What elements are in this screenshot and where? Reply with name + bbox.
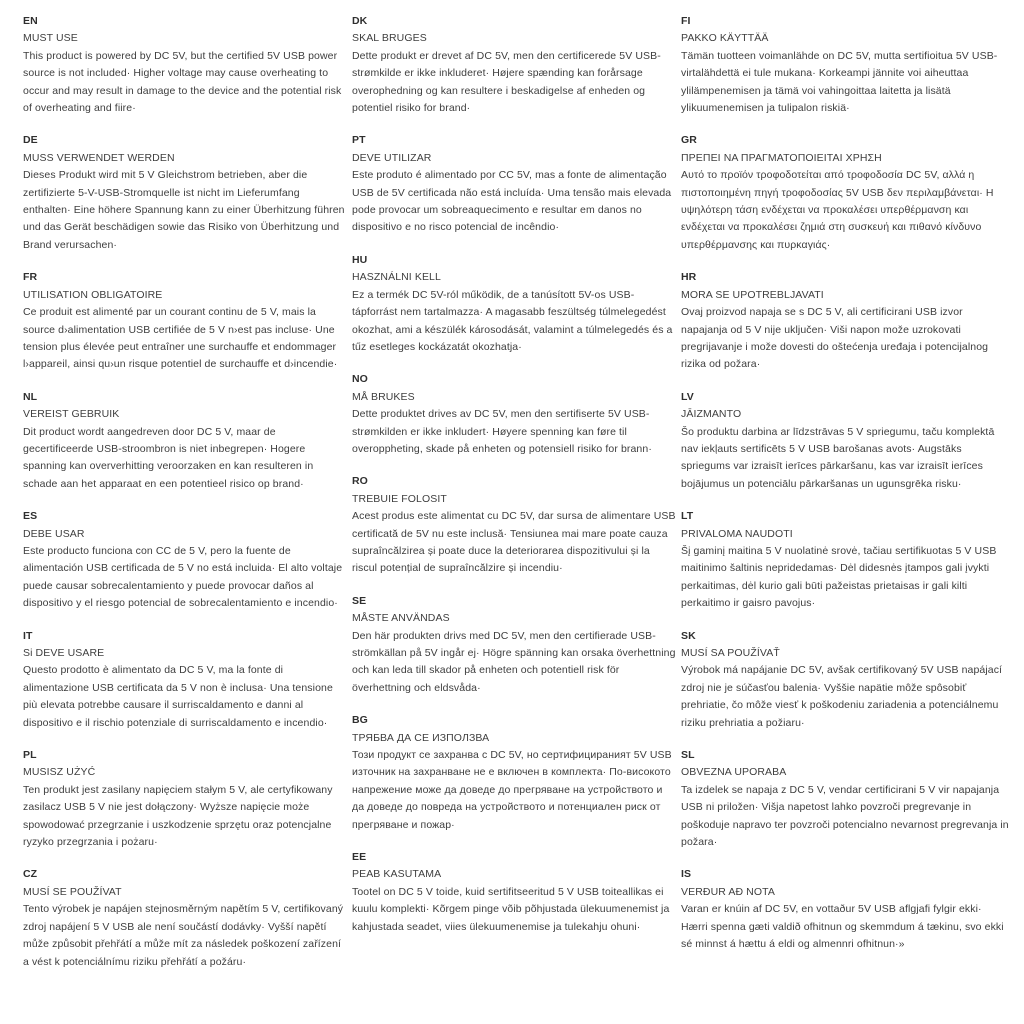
column-3: [681, 13, 1011, 986]
language-code: CZ: [23, 868, 38, 881]
warning-heading: ТРЯБВА ДА СЕ ИЗПОЛЗВА: [352, 731, 490, 744]
language-code: GR: [681, 134, 697, 147]
warning-text: Tootel on DC 5 V toide, kuid sertifitseeritud 5 V USB toiteallikas ei kuulu komplekti· Kõrgem pinge võib põhjustada ülekuumenemist ja kahjustada seadet, viies ülekuumenemise ja tulekahju ohuni·: [352, 885, 670, 933]
warning-heading: TREBUIE FOLOSIT: [352, 492, 447, 505]
language-code: NL: [23, 390, 38, 403]
warning-heading: OBVEZNA UPORABA: [681, 766, 787, 779]
block-en: [23, 13, 347, 117]
warning-text: Este producto funciona con CC de 5 V, pero la fuente de alimentación USB certificada de 5 V no está incluida· El alto voltaje puede causar sobrecalentamiento y puede provocar daños al dispositivo y el riesgo potencial de sobrecalentamiento e incendio·: [23, 544, 343, 610]
warning-text: Šo produktu darbina ar līdzstrāvas 5 V spriegumu, taču komplektā nav iekļauts sertificēts 5 V USB barošanas avots· Augstāks spriegums var izraisīt ierīces pārkaršanu, kas var izraisīt ierīces bojājumus un potenciālu pārkaršanas un ugunsgrēka risku·: [681, 425, 995, 490]
warning-text: Ta izdelek se napaja z DC 5 V, vendar certificirani 5 V vir napajanja USB ni priložen· Višja napetost lahko povzroči pregrevanje in poškoduje napravo ter povzroči potencialno nevarnost pregrevanja in požara·: [681, 783, 1009, 849]
block-cz: [23, 866, 347, 970]
language-code: RO: [352, 475, 368, 488]
warning-heading: VEREIST GEBRUIK: [23, 408, 120, 421]
warning-heading: MUST USE: [23, 32, 78, 45]
block-lv: [681, 389, 1011, 493]
block-pl: [23, 747, 347, 851]
warning-text: Tämän tuotteen voimanlähde on DC 5V, mutta sertifioitua 5V USB-virtalähdettä ei tule mukana· Korkeampi jännite voi aiheuttaa ylilämpenemisen ja tämä voi vahingoittaa laitetta ja lisätä ylikuumenemisen ja tulipalon riskiä·: [681, 49, 998, 115]
language-code: FR: [23, 271, 38, 284]
block-ee: [352, 849, 676, 936]
warning-heading: MUSÍ SE POUŽÍVAT: [23, 885, 122, 898]
warning-text: Questo prodotto è alimentato da DC 5 V, ma la fonte di alimentazione USB certificata da 5 V non è inclusa· Una tensione più elevata potrebbe causare il surriscaldamento e danni al dispositivo e il rischio potenziale di surriscaldamento e incendio·: [23, 664, 333, 729]
language-code: BG: [352, 714, 368, 727]
block-sl: [681, 747, 1011, 851]
language-code: EN: [23, 15, 38, 27]
block-it: [23, 628, 347, 732]
warning-text: Ten produkt jest zasilany napięciem stałym 5 V, ale certyfikowany zasilacz USB 5 V nie jest dołączony· Wyższe napięcie może spowodować przegrzanie i uszkodzenie sprzętu oraz potencjalne ryzyko przegrzania i pożaru·: [23, 783, 333, 849]
column-2: [352, 13, 676, 986]
block-se: [352, 593, 676, 697]
warning-heading: MORA SE UPOTREBLJAVATI: [681, 288, 824, 301]
warning-heading: MUSÍ SA POUŽÍVAŤ: [681, 647, 780, 659]
language-code: NO: [352, 373, 368, 386]
language-code: LT: [681, 510, 694, 523]
language-code: HU: [352, 253, 368, 266]
warning-text: Ovaj proizvod napaja se s DC 5 V, ali certificirani USB izvor napajanja od 5 V nije uključen· Viši napon može uzrokovati pregrijavanje i može dovesti do oštećenja uređaja i potencijalnog rizika od požara·: [681, 306, 989, 371]
warning-heading: PEAB KASUTAMA: [352, 868, 442, 881]
block-hr: [681, 269, 1011, 373]
warning-text: Ez a termék DC 5V-ról működik, de a tanúsított 5V-os USB-tápforrást nem tartalmazza· A magasabb feszültség túlmelegedést okozhat, ami a készülék károsodását, valamint a túlmelegedés és a tűz esetleges kockázatát okozhatja·: [352, 288, 673, 353]
warning-text: Šį gaminį maitina 5 V nuolatinė srovė, tačiau sertifikuotas 5 V USB maitinimo šaltinis nepridedamas· Dėl didesnės įtampos gali įvykti perkaitimas, dėl kurio gali būti pažeistas prietaisas ir gali kilti perkaitimo ir gaisro pavojus·: [681, 544, 997, 610]
block-bg: [352, 712, 676, 834]
warning-heading: VERÐUR AÐ NOTA: [681, 885, 775, 898]
warning-text: Den här produkten drivs med DC 5V, men den certifierade USB-strömkällan på 5V ingår ej· Högre spänning kan orsaka överhettning och kan leda till skador på enheten och potentiell risk för överhettning och eldsvåda·: [352, 629, 676, 694]
block-dk: [352, 13, 676, 117]
block-es: [23, 508, 347, 612]
block-no: [352, 371, 676, 458]
warning-text: Dit product wordt aangedreven door DC 5 V, maar de gecertificeerde USB-stroombron is niet inbegrepen· Hogere spanning kan oververhitting veroorzaken en kan resulteren in schade aan het apparaat en een potentieel risico op brand·: [23, 425, 314, 490]
warning-heading: MUSS VERWENDET WERDEN: [23, 151, 175, 164]
warning-heading: PRIVALOMA NAUDOTI: [681, 527, 793, 540]
language-code: LV: [681, 390, 694, 403]
warning-text: Dette produktet drives av DC 5V, men den sertifiserte 5V USB-strømkilden er ikke inkludert· Høyere spenning kan føre til overoppheting, skade på enheten og potensiell risiko for brann·: [352, 408, 652, 455]
language-code: DE: [23, 134, 38, 147]
language-code: PT: [352, 134, 366, 147]
language-code: FI: [681, 15, 691, 27]
block-ro: [352, 473, 676, 577]
warning-heading: Si DEVE USARE: [23, 647, 105, 659]
warning-heading: HASZNÁLNI KELL: [352, 271, 441, 284]
warning-text: This product is powered by DC 5V, but the certified 5V USB power source is not included· Higher voltage may cause overheating to occur and may result in damage to the device and the potential risk of overheating and fiire·: [23, 49, 342, 115]
language-code: SE: [352, 594, 367, 607]
language-code: IT: [23, 629, 33, 642]
warning-text: Dette produkt er drevet af DC 5V, men den certificerede 5V USB-strømkilde er ikke inkluderet· Højere spænding kan forårsage overophedning og kan resultere i beskadigelse af enheden og potentiel risiko for brand·: [352, 49, 661, 115]
block-fi: [681, 13, 1011, 117]
language-code: ES: [23, 510, 38, 523]
warning-text: Tento výrobek je napájen stejnosměrným napětím 5 V, certifikovaný zdroj napájení 5 V USB ale není součástí dodávky· Vyšší napětí může způsobit přehřátí a může mít za následek poškození zařízení a vést k potenciálnímu riziku přehřátí a požáru·: [23, 903, 344, 968]
block-sk: [681, 628, 1011, 732]
block-lt: [681, 508, 1011, 612]
warning-text: Dieses Produkt wird mit 5 V Gleichstrom betrieben, aber die zertifizierte 5-V-USB-Stromquelle ist nicht im Lieferumfang enthalten· Eine höhere Spannung kann zu einer Überhitzung führen und das Gerät beschädigen sowie das Risiko von Überhitzung und Brand verursachen·: [23, 169, 345, 251]
language-code: DK: [352, 15, 368, 27]
warning-heading: MÅ BRUKES: [352, 390, 415, 403]
warning-heading: SKAL BRUGES: [352, 32, 427, 45]
language-code: PL: [23, 749, 37, 762]
column-1: [23, 13, 347, 986]
warning-heading: JĀIZMANTO: [681, 408, 742, 421]
block-fr: [23, 269, 347, 373]
block-gr: [681, 132, 1011, 254]
language-code: IS: [681, 868, 692, 881]
warning-heading: DEBE USAR: [23, 527, 85, 540]
warning-heading: MUSISZ UŻYĆ: [23, 766, 96, 779]
warning-text: Varan er knúin af DC 5V, en vottaður 5V USB aflgjafi fylgir ekki· Hærri spenna gæti valdið ofhitnun og skemmdum á tækinu, svo ekki sé minnst á hættu á eldi og almennri ofhitnun·»: [681, 903, 1004, 951]
warning-heading: DEVE UTILIZAR: [352, 151, 432, 164]
block-pt: [352, 132, 676, 236]
warning-text: Výrobok má napájanie DC 5V, avšak certifikovaný 5V USB napájací zdroj nie je súčasťou balenia· Vyššie napätie môže spôsobiť prehriatie, čo môže viesť k poškodeniu zariadenia a potenciálnemu riziku prehriatia a požiaru·: [681, 664, 1003, 729]
language-code: SL: [681, 749, 695, 762]
warning-heading: PAKKO KÄYTTÄÄ: [681, 32, 769, 45]
language-code: SK: [681, 629, 696, 642]
warning-text: Този продукт се захранва с DC 5V, но сертифицираният 5V USB източник на захранване не е включен в комплекта· По-високото напрежение може да доведе до прегряване на устройството и да доведе до повреда на устройството и потенциален риск от прегряване и пожар·: [352, 749, 672, 831]
warning-text: Ce produit est alimenté par un courant continu de 5 V, mais la source d›alimentation USB certifiée de 5 V n›est pas incluse· Une tension plus élevée peut entraîner une surchauffe et endommager l›appareil, ainsi qu›un risque potentiel de surchauffe et d›incendie·: [23, 306, 338, 371]
block-is: [681, 866, 1011, 953]
block-nl: [23, 389, 347, 493]
warning-heading: UTILISATION OBLIGATOIRE: [23, 288, 163, 301]
warning-heading: ΠΡΕΠΕΙ ΝΑ ΠΡΑΓΜΑΤΟΠΟΙΕΙΤΑΙ ΧΡΗΣΗ: [681, 151, 882, 164]
warning-text: Acest produs este alimentat cu DC 5V, dar sursa de alimentare USB certificată de 5V nu este inclusă· Tensiunea mai mare poate cauza supraîncălzirea și poate duce la deteriorarea dispozitivului și la riscul potențial de supraîncălzire și incendiu·: [352, 510, 676, 575]
warning-text: Este produto é alimentado por CC 5V, mas a fonte de alimentação USB de 5V certificada não está incluída· Uma tensão mais elevada pode provocar um sobreaquecimento e resultar em danos no dispositivo e no risco potencial de incêndio·: [352, 169, 672, 234]
block-de: [23, 132, 347, 254]
language-code: EE: [352, 851, 367, 864]
warning-text: Αυτό το προϊόν τροφοδοτείται από τροφοδοσία DC 5V, αλλά η πιστοποιημένη πηγή τροφοδοσίας 5V USB δεν περιλαμβάνεται· Η υψηλότερη τάση ενδέχεται να προκαλέσει υπερθέρμανση και ενδέχεται να προκαλέσει ζημιά στη συσκευή και πιθανό κίνδυνο υπερθέρμανσης και πυρκαγιάς·: [681, 169, 994, 251]
language-code: HR: [681, 271, 697, 284]
warning-heading: MÅSTE ANVÄNDAS: [352, 612, 450, 625]
block-hu: [352, 252, 676, 356]
